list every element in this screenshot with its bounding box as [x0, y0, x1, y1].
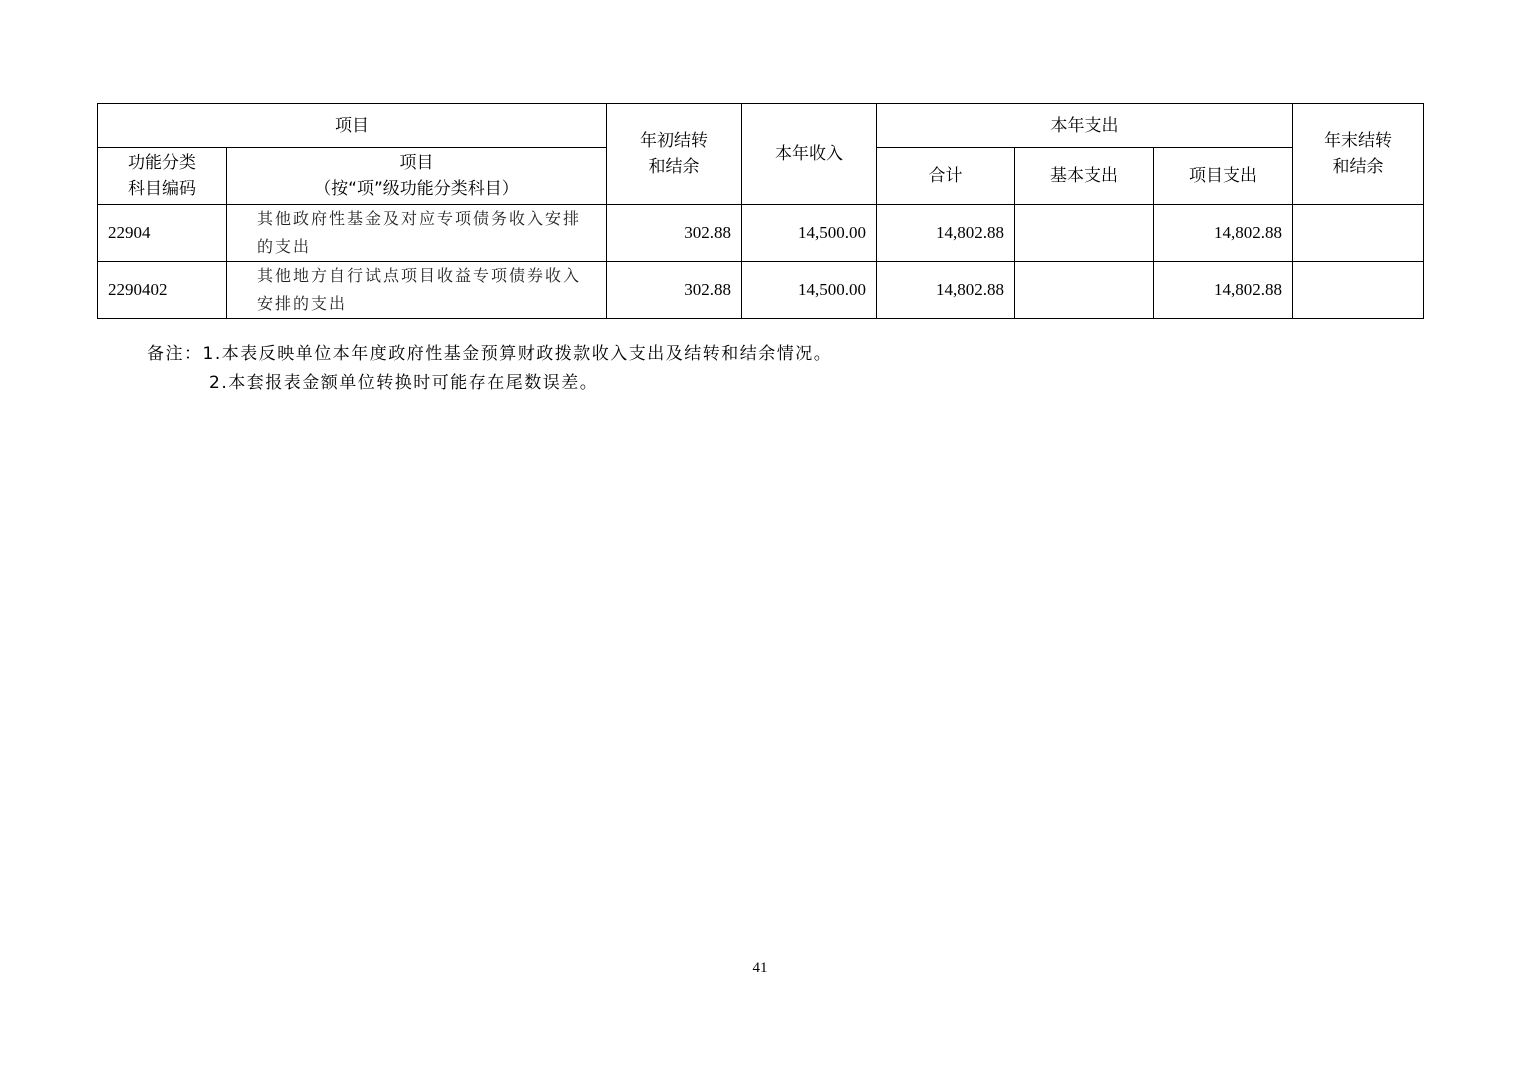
row-income: 14,500.00: [742, 205, 877, 262]
government-fund-budget-table: [97, 103, 1424, 319]
header-opening-balance-line1: 年初结转: [640, 131, 708, 151]
header-opening-balance-line2: 和结余: [648, 157, 700, 177]
header-closing-balance: [1293, 104, 1424, 205]
table-row: [98, 262, 1424, 319]
header-closing-balance-line2: 和结余: [1332, 157, 1384, 177]
row-income: 14,500.00: [742, 262, 877, 319]
row-total: 14,802.88: [877, 262, 1015, 319]
header-item-line1: 项目: [399, 153, 434, 173]
row-basic-expenditure: [1015, 262, 1154, 319]
header-code-line2: 科目编码: [128, 179, 196, 199]
row-closing-balance: [1293, 262, 1424, 319]
row-basic-expenditure: [1015, 205, 1154, 262]
row-code: 22904: [98, 205, 227, 262]
header-code: [98, 148, 227, 205]
header-project-expenditure: 项目支出: [1154, 148, 1293, 205]
row-total: 14,802.88: [877, 205, 1015, 262]
row-project-expenditure: 14,802.88: [1154, 205, 1293, 262]
header-code-line1: 功能分类: [128, 153, 196, 173]
row-name: [227, 262, 607, 319]
row-name-line1: 其他地方自行试点项目收益专项债券收入: [257, 266, 582, 285]
row-closing-balance: [1293, 205, 1424, 262]
row-opening-balance: 302.88: [607, 262, 742, 319]
header-expenditure-group: 本年支出: [877, 104, 1293, 148]
row-project-expenditure: 14,802.88: [1154, 262, 1293, 319]
row-opening-balance: 302.88: [607, 205, 742, 262]
row-code: 2290402: [98, 262, 227, 319]
header-item-line2: （按“项”级功能分类科目）: [314, 179, 519, 199]
header-income: 本年收入: [742, 104, 877, 205]
note-line-1: 备注：1.本表反映单位本年度政府性基金预算财政拨款收入支出及结转和结余情况。: [147, 344, 833, 364]
row-name-line1: 其他政府性基金及对应专项债务收入安排: [257, 209, 582, 228]
header-item: [227, 148, 607, 205]
header-opening-balance: [607, 104, 742, 205]
row-name-line2: 的支出: [257, 237, 312, 256]
table-row: [98, 205, 1424, 262]
header-total: 合计: [877, 148, 1015, 205]
row-name-line2: 安排的支出: [257, 294, 348, 313]
page-number: 41: [752, 960, 768, 976]
note-line-2: 2.本套报表金额单位转换时可能存在尾数误差。: [209, 373, 599, 393]
header-basic-expenditure: 基本支出: [1015, 148, 1154, 205]
header-item-group: 项目: [98, 104, 607, 148]
header-closing-balance-line1: 年末结转: [1324, 131, 1392, 151]
table-notes: [147, 340, 832, 398]
row-name: [227, 205, 607, 262]
